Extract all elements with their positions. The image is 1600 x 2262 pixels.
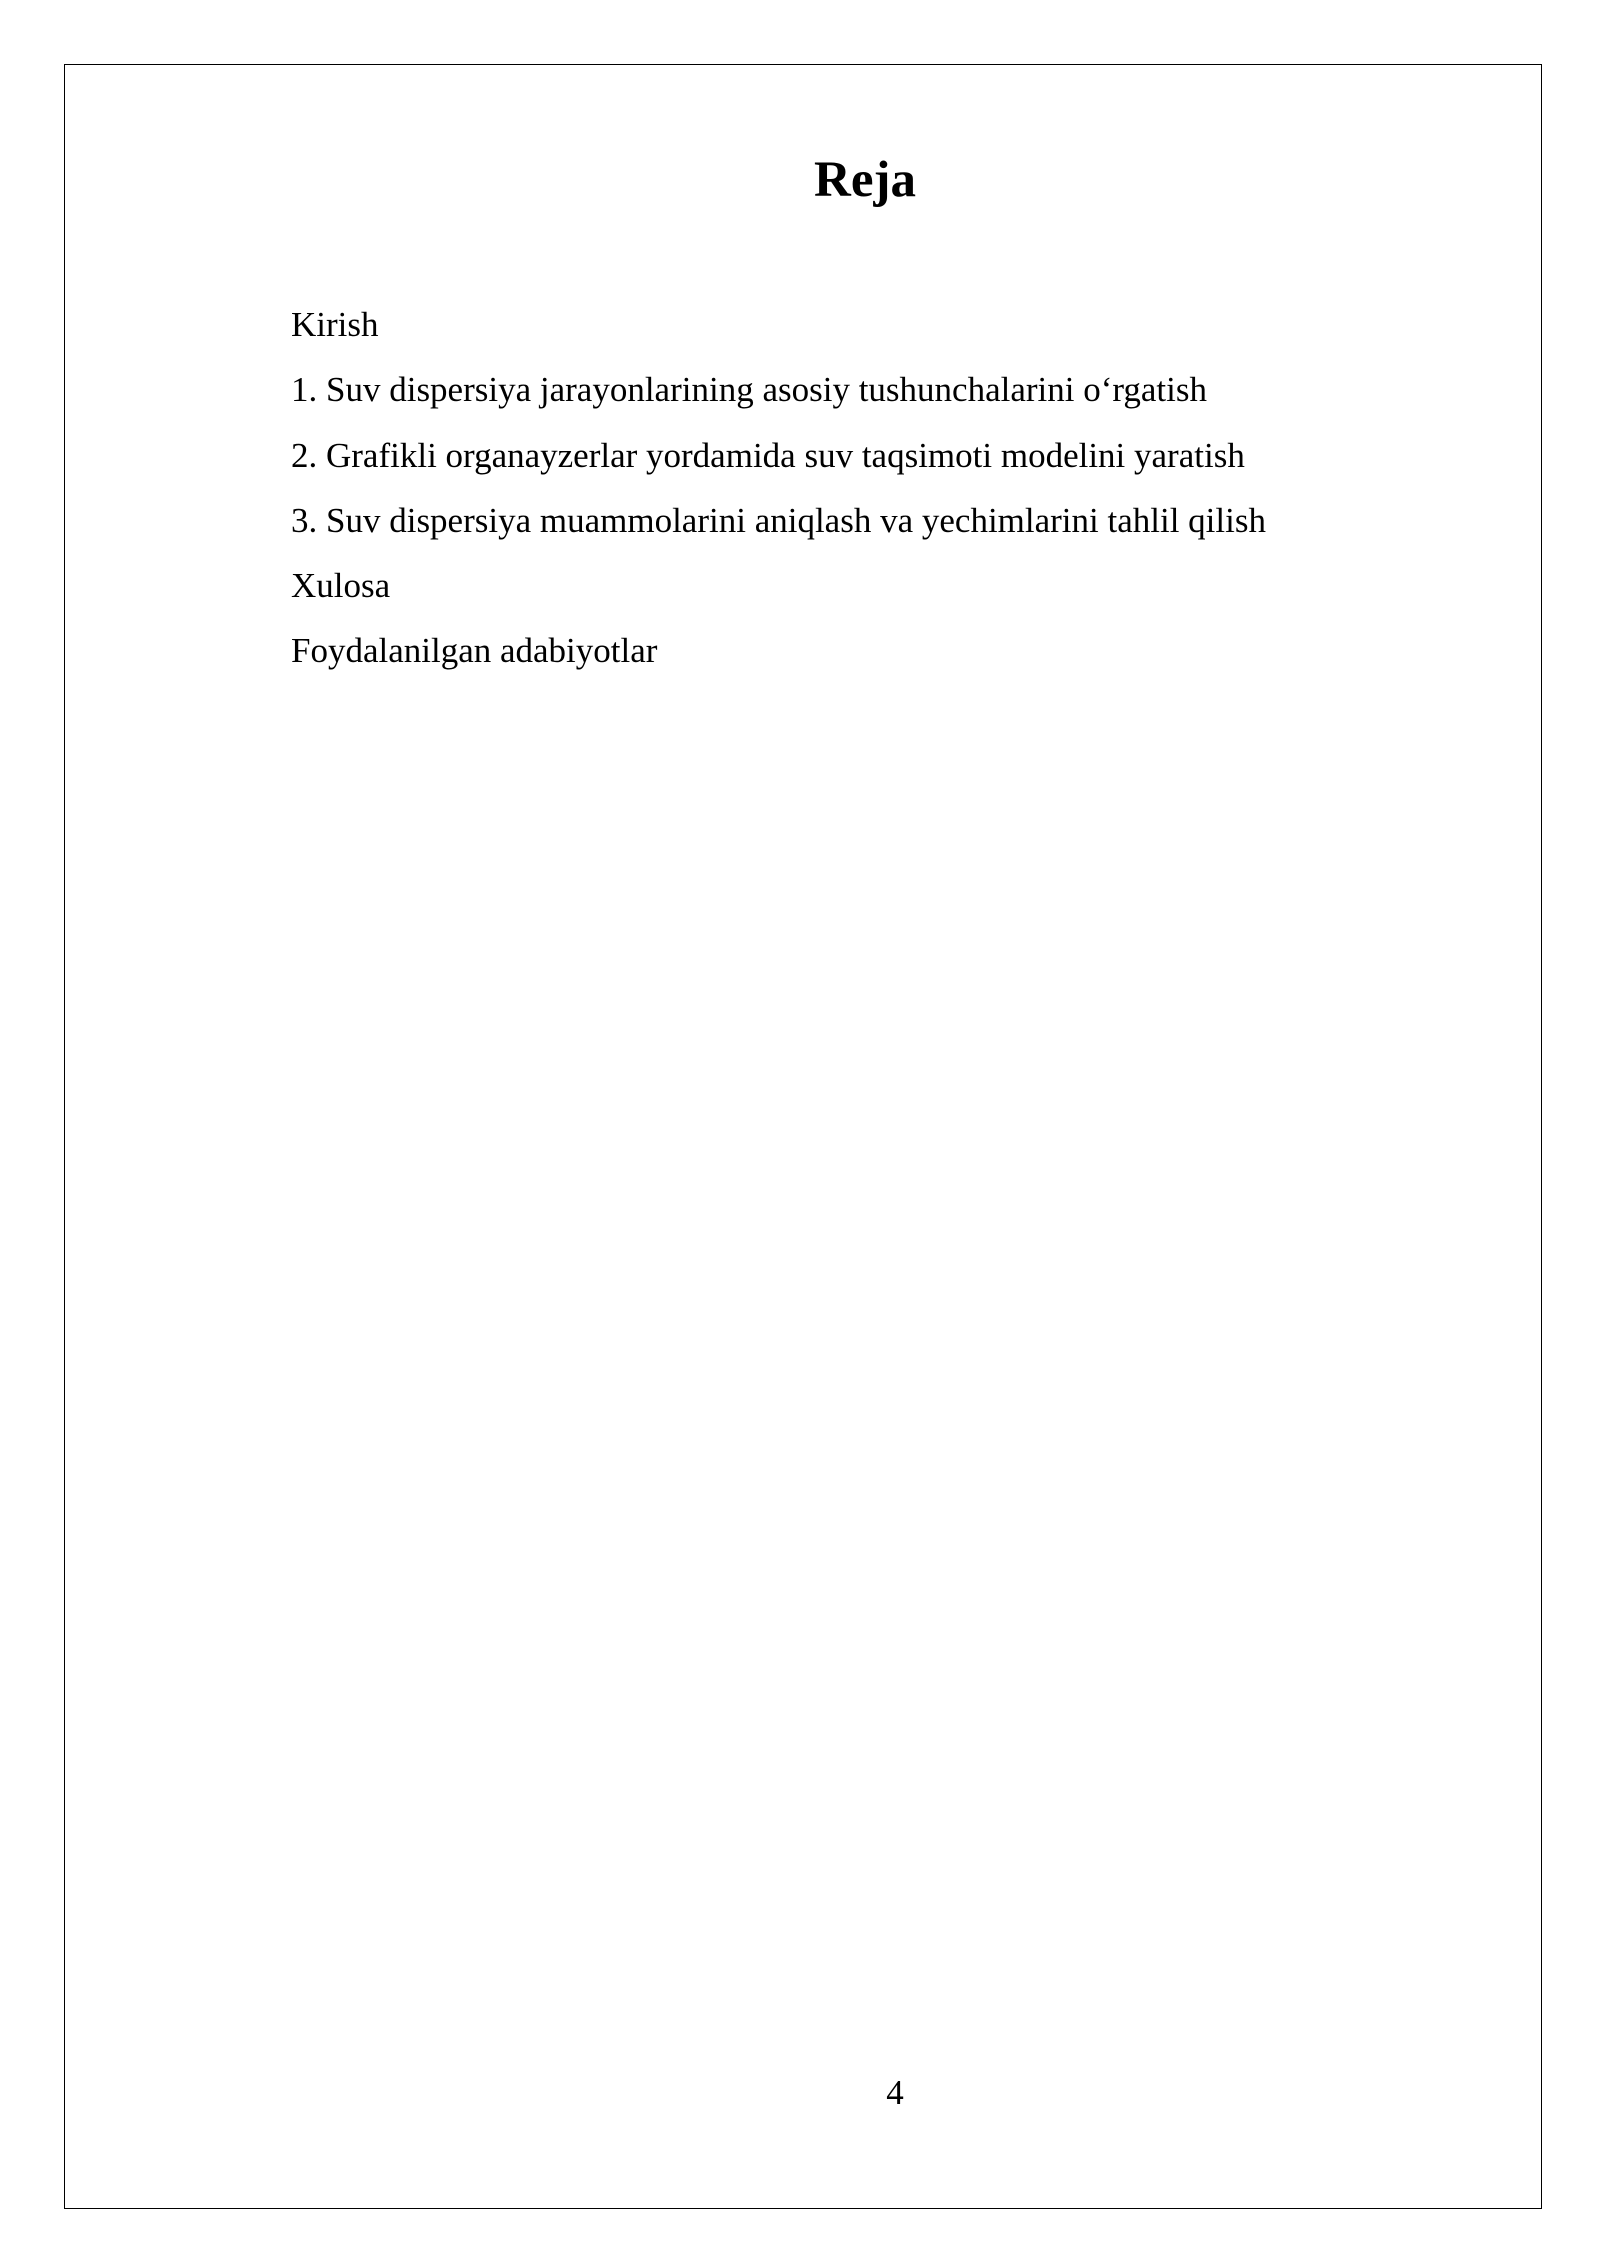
plan-item-references: Foydalanilgan adabiyotlar	[291, 631, 658, 671]
plan-item-introduction: Kirish	[291, 305, 379, 344]
plan-item-2: 2. Grafikli organayzerlar yordamida suv taqsimoti modelini yaratish	[291, 435, 1245, 475]
plan-item-1: 1. Suv dispersiya jarayonlarining asosiy tushunchalarini o‘rgatish	[291, 370, 1207, 410]
plan-list	[291, 292, 1266, 684]
plan-item-conclusion: Xulosa	[291, 566, 391, 606]
page-title: Reja	[814, 152, 916, 208]
plan-item-3: 3. Suv dispersiya muammolarini aniqlash va yechimlarini tahlil qilish	[291, 500, 1266, 540]
page-number: 4	[886, 2073, 904, 2112]
